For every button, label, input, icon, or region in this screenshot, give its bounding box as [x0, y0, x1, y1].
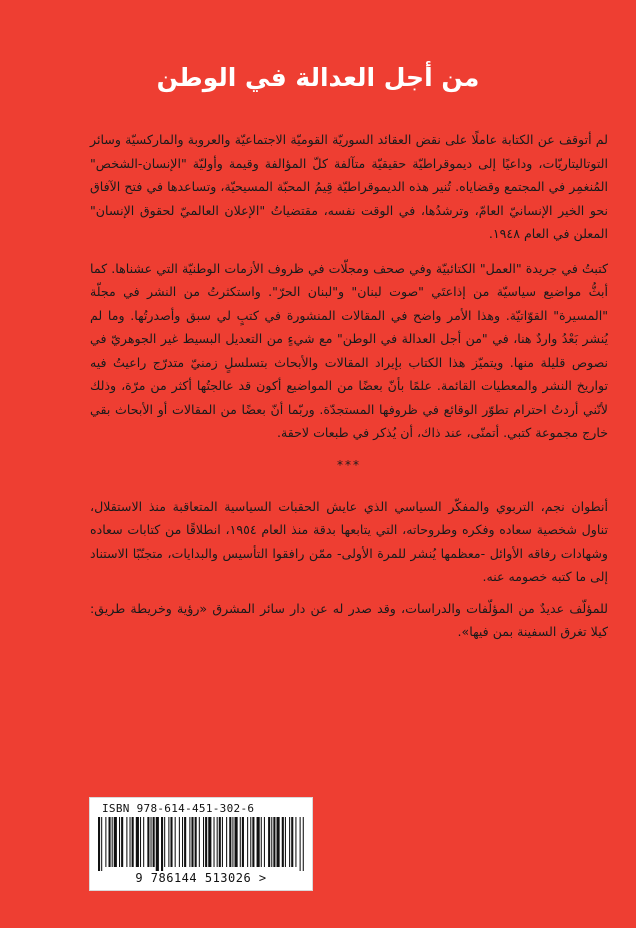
barcode-bar	[126, 817, 127, 867]
barcode-bar	[161, 817, 163, 871]
barcode-bar	[119, 817, 120, 867]
barcode-bar	[164, 817, 165, 867]
isbn-label: ISBN 978-614-451-302-6	[102, 802, 255, 815]
barcode-bar	[156, 817, 159, 871]
barcode-bar	[232, 817, 233, 867]
barcode-bar	[289, 817, 290, 867]
barcode-bar	[300, 817, 301, 871]
barcode-bar	[208, 817, 211, 867]
barcode-bar	[184, 817, 186, 867]
barcode-bar	[109, 817, 111, 867]
barcode-digits: 9 786144 513026 >	[135, 871, 267, 885]
barcode-bar	[277, 817, 280, 867]
barcode-bar	[219, 817, 221, 867]
barcode-bar	[222, 817, 223, 867]
barcode-bar	[229, 817, 231, 867]
barcode-bar	[105, 817, 106, 867]
barcode-bar	[121, 817, 123, 867]
barcode-bar	[295, 817, 296, 867]
barcode-bar	[261, 817, 262, 867]
barcode-bars	[98, 817, 304, 871]
barcode-bar	[151, 817, 152, 867]
barcode-bar	[101, 817, 102, 871]
isbn-barcode	[89, 797, 313, 891]
barcode-bar	[147, 817, 149, 867]
section-separator: ***	[337, 457, 361, 472]
barcode-bar	[273, 817, 275, 867]
barcode-bar	[242, 817, 244, 867]
author-works-paragraph: للمؤلّف عديدٌ من المؤلّفات والدراسات، وقد صدر له عن دار سائر المشرق «رؤية وخريطة طريق: كيلا تغرق السفينة بمن فيها».	[90, 600, 608, 639]
barcode-bar	[205, 817, 207, 867]
barcode-bar	[264, 817, 265, 867]
barcode-bar	[112, 817, 113, 867]
barcode-bar	[240, 817, 241, 867]
barcode-bar	[168, 817, 169, 867]
barcode-bar	[291, 817, 293, 867]
barcode-bar	[98, 817, 100, 871]
barcode-bar	[257, 817, 260, 867]
barcode-bar	[114, 817, 117, 867]
barcode-bar	[203, 817, 204, 867]
barcode-bar	[282, 817, 284, 867]
barcode-bar	[140, 817, 141, 867]
book-title: من أجل العدالة في الوطن	[156, 63, 480, 92]
barcode-bar	[153, 817, 155, 867]
barcode-bar	[268, 817, 270, 867]
barcode-bar	[226, 817, 227, 867]
barcode-bar	[214, 817, 215, 867]
barcode-bar	[303, 817, 304, 871]
barcode-bar	[179, 817, 180, 867]
blurb-paragraph-2: كتبتُ في جريدة "العمل" الكتائبيّة وفي صحف ومجلّات في ظروف الأزمات الوطنيّة التي عشناها. كما أبثُّ مواضيع سياسيّة من إذاعتَي "صوت لبنان" و"لبنان الحرّ". واستكثرتُ من النشر في مجلّة "المسيرة" القوّاتيّة. وهذا الأمر واضح في المقالات المنشورة في كتبٍ لي سبق وأصدرتُها. وما لم يُنشر بَعْدُ واردٌ هنا، في "من أجل العدالة في الوطن" مع شيءٍ من التعديل البسيط غير الجوهريّ في نصوص قليلة منها. ويتميّز هذا الكتاب بإيراد المقالات والأبحاث بتسلسلٍ زمنيّ متدرّج راعيتُ فيه تواريخ النشر والمعطيات القائمة. علمًا بأنّ بعضًا من المواضيع أكون قد عالجتُها أكثر من مرّة، وذلك لأنّني أردتُ احترام تطوّر الوقائع في ظروفها المستجدّة. وربّما أنّ بعضًا من المقالات أو الأبحاث بقي خارج مجموعة كتبي. أتمنّى، عند ذاك، أن يُذكر في طبعات لاحقة.	[90, 260, 608, 440]
barcode-bar	[235, 817, 238, 867]
barcode-bar	[136, 817, 139, 867]
barcode-bar	[252, 817, 254, 867]
barcode-bar	[250, 817, 251, 867]
author-bio-paragraph: أنطوان نجم، التربوي والمفكّر السياسي الذي عايش الحقبات السياسية المتعاقبة منذ الاستقلال، تناول شخصية سعاده وفكره وطروحاته، التي يتابعها بدقة منذ العام ١٩٥٤، انطلاقًا من كتابات سعاده وشهادات رفاقه الأوائل -معظمها يُنشر للمرة الأولى- ممّن رافقوا التأسيس والبدايات، متجنّبًا الاستناد إلى ما كتبه خصومه عنه.	[90, 498, 608, 584]
barcode-bar	[189, 817, 190, 867]
barcode-bar	[170, 817, 172, 867]
blurb-paragraph-1: لم أتوقف عن الكتابة عاملًا على نقض العقائد السوريّة القوميّة الاجتماعيّة والعروبة والماركسيّة وسائر التوتاليتاريّات، وداعيًا إلى ديموقراطيّة حقيقيّة متآلفة كلّ المؤالفة وقيمة وأوليّة "الإنسان-الشخص" المُنغمِر في المجتمع وقضاياه. تُنير هذه الديموقراطيّة قِيمُ المحبّة المسيحيّة، وتساعدها في فتح الآفاق نحو الخير الإنسانيّ العامّ، وترشدُها، في الوقت نفسه، مقتضياتُ "الإعلان العالميّ لحقوق الإنسان" المعلن في العام ١٩٤٨.	[90, 132, 608, 241]
barcode-bar	[199, 817, 200, 867]
barcode-bar	[217, 817, 218, 867]
barcode-bar	[195, 817, 197, 867]
barcode-bar	[143, 817, 144, 867]
barcode-bar	[175, 817, 176, 867]
barcode-bar	[130, 817, 131, 867]
barcode-bar	[247, 817, 248, 867]
barcode-bar	[132, 817, 134, 867]
barcode-bar	[182, 817, 183, 867]
barcode-bar	[271, 817, 272, 867]
barcode-bar	[191, 817, 193, 867]
barcode-bar	[285, 817, 286, 867]
blurb	[90, 128, 608, 655]
